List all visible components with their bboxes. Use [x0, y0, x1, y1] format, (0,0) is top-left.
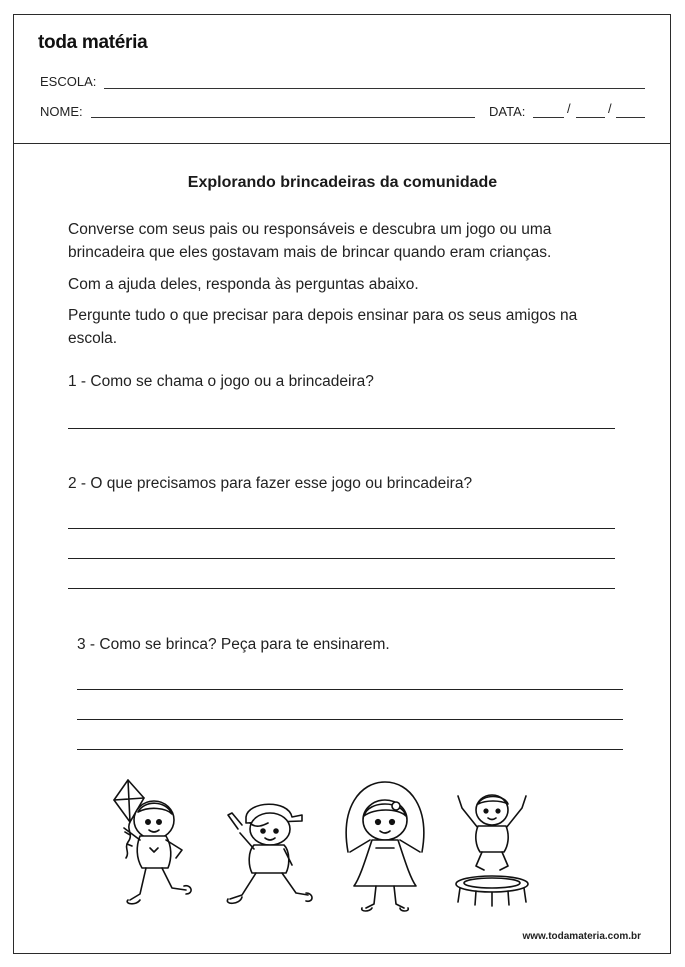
date-year-line[interactable] [616, 117, 645, 118]
kite-child-icon [106, 778, 206, 913]
jump-rope-girl-icon [340, 778, 430, 918]
header-divider [13, 143, 671, 144]
baseball-child-icon [218, 795, 318, 915]
question-2: 2 - O que precisamos para fazer esse jogo ou brincadeira? [68, 475, 473, 492]
date-label: DATA: [489, 104, 526, 119]
brand-logo: toda matéria [38, 32, 148, 53]
worksheet-title: Explorando brincadeiras da comunidade [187, 174, 498, 191]
answer-line[interactable] [77, 689, 623, 690]
answer-line[interactable] [68, 558, 615, 559]
question-1: 1 - Como se chama o jogo ou a brincadeira? [68, 373, 374, 390]
instruction-paragraph: Com a ajuda deles, responda às perguntas abaixo. [68, 276, 419, 293]
name-input-line[interactable] [91, 117, 475, 118]
school-label: ESCOLA: [40, 74, 97, 89]
instruction-paragraph: Pergunte tudo o que precisar para depois ensinar para os seus amigos na escola. [68, 307, 578, 347]
date-day-line[interactable] [533, 117, 564, 118]
answer-line[interactable] [77, 719, 623, 720]
answer-line[interactable] [68, 428, 615, 429]
answer-line[interactable] [68, 588, 615, 589]
school-input-line[interactable] [104, 88, 645, 89]
instruction-paragraph: Converse com seus pais ou responsáveis e descubra um jogo ou uma brincadeira que eles gostavam mais de brincar quando eram crianças. [68, 221, 552, 261]
trampoline-child-icon [450, 786, 535, 911]
date-separator: / [608, 101, 612, 116]
answer-line[interactable] [68, 528, 615, 529]
answer-line[interactable] [77, 749, 623, 750]
date-month-line[interactable] [576, 117, 605, 118]
question-3: 3 - Como se brinca? Peça para te ensinarem. [77, 636, 390, 653]
footer-url[interactable]: www.todamateria.com.br [522, 931, 641, 942]
date-separator: / [567, 101, 571, 116]
name-label: NOME: [40, 104, 83, 119]
